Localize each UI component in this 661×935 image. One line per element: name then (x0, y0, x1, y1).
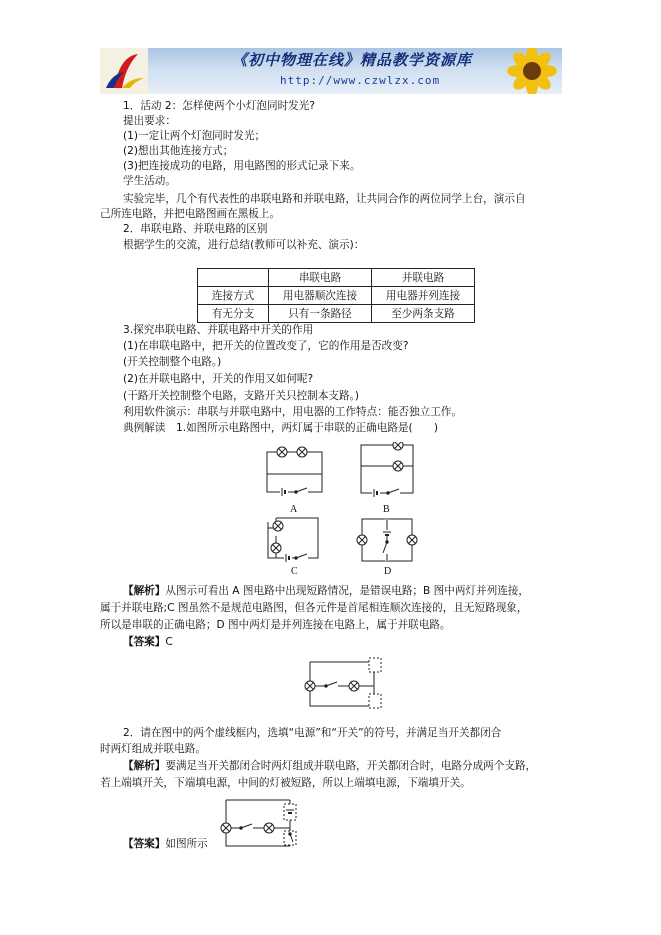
table-cell: 串联电路 (269, 269, 372, 287)
line-req-2: (2)想出其他连接方式； (123, 145, 234, 157)
answer-text: C (165, 636, 173, 648)
line-requirements: 提出要求： (123, 115, 176, 127)
table-cell (198, 269, 269, 287)
banner-url[interactable]: http://www.czwlzx.com (280, 74, 441, 87)
table-row (198, 287, 475, 305)
comparison-table (197, 268, 475, 323)
label-d: D (384, 566, 392, 577)
answer-tag: 【答案】 (123, 636, 166, 648)
sunflower-icon (492, 48, 562, 94)
line-switch-a1: (开关控制整个电路。) (123, 356, 222, 368)
analysis-1-line-1 (123, 584, 529, 598)
line-req-1: (1)一定让两个灯泡同时发光； (123, 130, 266, 142)
line-software-demo: 利用软件演示：串联与并联电路中，用电器的工作特点：能否独立工作。 (123, 406, 462, 418)
analysis-1-line-3: 所以是串联的正确电路；D 图中两灯是并列连接在电路上，属于并联电路。 (100, 619, 451, 631)
analysis-2-line-1 (123, 759, 536, 773)
analysis-text: 从图示可看出 A 图电路中出现短路情况，是错误电路；B 图中两灯并列连接， (165, 585, 529, 597)
question-2-line-2: 时两灯组成并联电路。 (100, 743, 206, 755)
circuit-diagram-answer (214, 796, 300, 850)
logo-icon (100, 48, 148, 94)
question-2-line-1: 2．请在图中的两个虚线框内，选填“电源”和“开关”的符号，并满足当开关都闭合 (123, 727, 502, 739)
line-difference-heading: 2．串联电路、并联电路的区别 (123, 223, 268, 235)
circuit-diagram-c (262, 514, 322, 564)
line-switch-a2: (干路开关控制整个电路，支路开关只控制本支路。) (123, 390, 360, 402)
line-summary: 根据学生的交流，进行总结(教师可以补充、演示)： (123, 239, 365, 251)
analysis-tag: 【解析】 (123, 585, 166, 597)
circuit-diagram-a (264, 446, 326, 502)
table-cell: 有无分支 (198, 305, 269, 323)
answer-text: 如图所示 (165, 838, 208, 850)
header-banner (100, 48, 562, 94)
answer-1 (123, 635, 173, 649)
line-switch-q1: (1)在串联电路中，把开关的位置改变了，它的作用是否改变? (123, 340, 409, 352)
table-cell: 用电器并列连接 (372, 287, 475, 305)
circuit-diagram-q2 (296, 656, 386, 712)
line-example-question: 典例解读 1.如图所示电路图中，两灯属于串联的正确电路是( ) (123, 422, 438, 434)
table-cell: 用电器顺次连接 (269, 287, 372, 305)
line-activity-2: 1．活动 2：怎样使两个小灯泡同时发光? (123, 100, 315, 112)
circuit-diagram-b (358, 442, 418, 502)
line-experiment-b: 己所连电路，并把电路图画在黑板上。 (100, 208, 281, 220)
analysis-2-line-2: 若上端填开关，下端填电源，中间的灯被短路，所以上端填电源，下端填开关。 (100, 777, 471, 789)
table-cell: 连接方式 (198, 287, 269, 305)
line-switch-heading: 3.探究串联电路、并联电路中开关的作用 (123, 324, 314, 336)
table-cell: 只有一条路径 (269, 305, 372, 323)
analysis-tag: 【解析】 (123, 760, 166, 772)
table-cell: 至少两条支路 (372, 305, 475, 323)
line-student-activity: 学生活动。 (123, 175, 176, 187)
answer-2 (123, 837, 208, 851)
table-row (198, 305, 475, 323)
line-switch-q2: (2)在并联电路中，开关的作用又如何呢? (123, 373, 314, 385)
banner-title: 《初中物理在线》精品教学资源库 (232, 51, 473, 69)
line-experiment-a: 实验完毕，几个有代表性的串联电路和并联电路，让共同合作的两位同学上台，演示自 (123, 193, 526, 205)
label-c: C (291, 566, 298, 577)
analysis-text: 要满足当开关都闭合时两灯组成并联电路，开关都闭合时，电路分成两个支路， (165, 760, 537, 772)
label-a: A (290, 504, 298, 515)
analysis-1-line-2: 属于并联电路;C 图虽然不是规范电路图，但各元件是首尾相连顺次连接的，且无短路现象， (100, 602, 528, 614)
line-req-3: (3)把连接成功的电路，用电路图的形式记录下来。 (123, 160, 361, 172)
table-header-row (198, 269, 475, 287)
answer-tag: 【答案】 (123, 838, 166, 850)
circuit-diagram-d (356, 516, 418, 566)
table-cell: 并联电路 (372, 269, 475, 287)
label-b: B (383, 504, 390, 515)
